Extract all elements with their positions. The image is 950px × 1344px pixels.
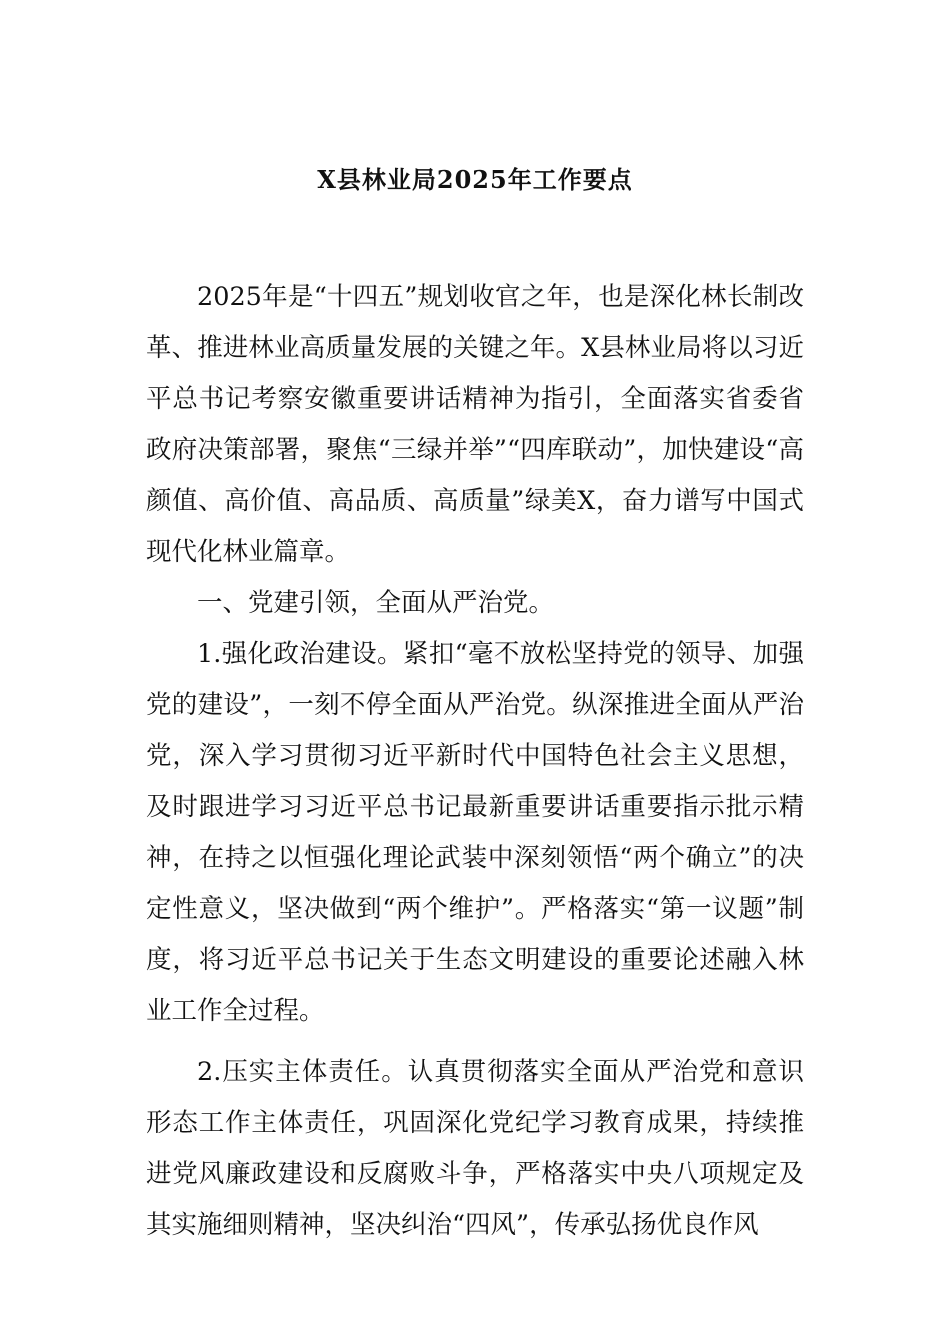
document-title: X县林业局2025年工作要点 [317, 165, 633, 194]
intro-paragraph: 2025年是“十四五”规划收官之年，也是深化林长制改革、推进林业高质量发展的关键之年。X县林业局将以习近平总书记考察安徽重要讲话精神为指引，全面落实省委省政府决策部署，聚焦“三绿并举”“四库联动”，加快建设“高颜值、高价值、高品质、高质量”绿美X，奋力谱写中国式现代化林业篇章。 [146, 282, 804, 567]
item-paragraph-1: 1.强化政治建设。紧扣“毫不放松坚持党的领导、加强党的建设”，一刻不停全面从严治党。纵深推进全面从严治党，深入学习贯彻习近平新时代中国特色社会主义思想，及时跟进学习习近平总书记最新重要讲话重要指示批示精神，在持之以恒强化理论武装中深刻领悟“两个确立”的决定性意义，坚决做到“两个维护”。严格落实“第一议题”制度，将习近平总书记关于生态文明建设的重要论述融入林业工作全过程。 [146, 639, 804, 1026]
item-paragraph-2: 2.压实主体责任。认真贯彻落实全面从严治党和意识形态工作主体责任，巩固深化党纪学习教育成果，持续推进党风廉政建设和反腐败斗争，严格落实中央八项规定及其实施细则精神，坚决纠治“四风”，传承弘扬优良作风 [146, 1057, 804, 1240]
section-heading: 一、党建引领，全面从严治党。 [197, 588, 555, 618]
document-body [146, 272, 804, 1251]
